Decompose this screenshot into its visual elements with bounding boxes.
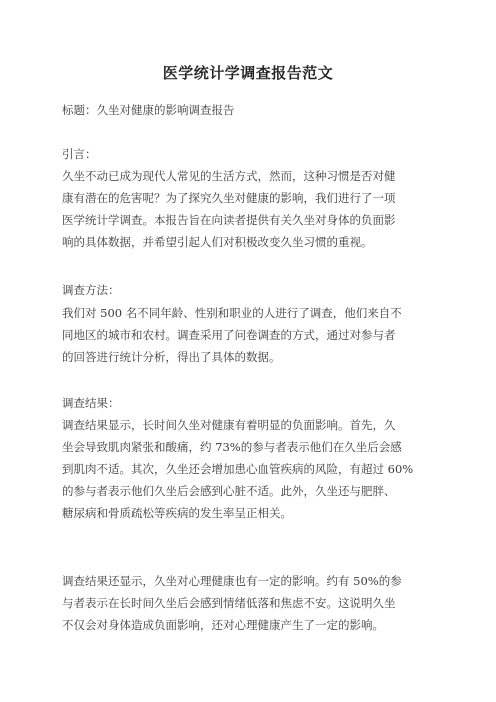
results-line: 的参与者表示他们久坐后会感到心脏不适。此外，久坐还与肥胖、 [62, 484, 396, 498]
method-paragraph [62, 302, 442, 368]
results-followup-line: 与者表示在长时间久坐后会感到情绪低落和焦虑不安。这说明久坐 [62, 596, 396, 610]
intro-heading: 引言： [62, 147, 97, 161]
method-line: 我们对 500 名不同年龄、性别和职业的人进行了调查，他们来自不 [62, 306, 402, 320]
document-title: 医学统计学调查报告范文 [162, 64, 334, 82]
results-followup-paragraph [62, 570, 442, 636]
results-line: 糖尿病和骨质疏松等疾病的发生率呈正相关。 [62, 506, 292, 520]
results-line: 调查结果显示，长时间久坐对健康有着明显的负面影响。首先，久 [62, 418, 396, 432]
intro-line: 久坐不动已成为现代人常见的生活方式，然而，这种习惯是否对健 [62, 169, 396, 183]
intro-line: 医学统计学调查。本报告旨在向读者提供有关久坐对身体的负面影 [62, 213, 396, 227]
results-paragraph [62, 414, 442, 524]
method-heading: 调查方法： [62, 283, 120, 297]
results-heading: 调查结果： [62, 396, 120, 410]
intro-paragraph [62, 165, 442, 253]
results-followup-line: 不仅会对身体造成负面影响，还对心理健康产生了一定的影响。 [62, 618, 384, 632]
intro-line: 响的具体数据，并希望引起人们对积极改变久坐习惯的重视。 [62, 235, 373, 249]
method-line: 的回答进行统计分析，得出了具体的数据。 [62, 350, 281, 364]
method-line: 同地区的城市和农村。调查采用了问卷调查的方式，通过对参与者 [62, 328, 396, 342]
results-followup-line: 调查结果还显示，久坐对心理健康也有一定的影响。约有 50%的参 [62, 574, 402, 588]
subject-line: 标题：久坐对健康的影响调查报告 [62, 103, 235, 117]
results-line: 到肌肉不适。其次，久坐还会增加患心血管疾病的风险，有超过 60% [62, 462, 414, 476]
intro-line: 康有潜在的危害呢？为了探究久坐对健康的影响，我们进行了一项 [62, 191, 396, 205]
results-line: 坐会导致肌肉紧张和酸痛，约 73%的参与者表示他们在久坐后会感 [62, 440, 402, 454]
